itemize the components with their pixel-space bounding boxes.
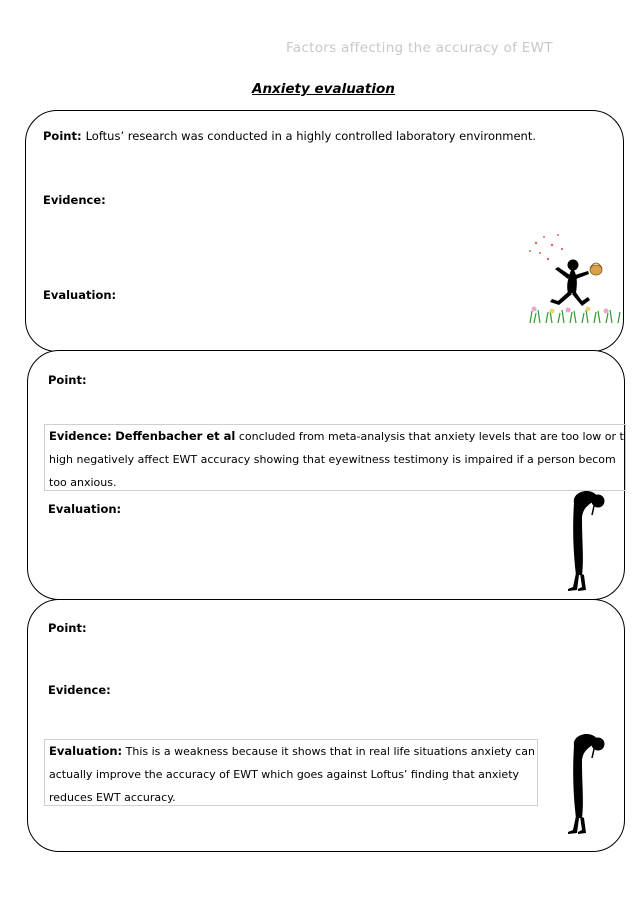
page-header: Factors affecting the accuracy of EWT — [286, 40, 553, 56]
evaluation-label: Evaluation: — [43, 288, 117, 302]
peel-box-1 — [25, 110, 624, 352]
evidence-label: Evidence: — [49, 429, 112, 443]
evidence-line-1 — [49, 425, 625, 448]
evaluation-text-3: reduces EWT accuracy. — [49, 791, 176, 804]
evidence-text-3: too anxious. — [49, 476, 117, 489]
evaluation-box — [44, 739, 538, 806]
evaluation-text-2: actually improve the accuracy of EWT which goes against Loftus’ finding that anxiety — [49, 768, 520, 781]
evaluation-label: Evaluation: — [48, 502, 122, 516]
peel-box-3 — [27, 599, 625, 852]
evidence-label: Evidence: — [43, 193, 106, 207]
evaluation-label: Evaluation: — [49, 744, 123, 758]
happy-running-figure-icon — [522, 231, 626, 327]
evaluation-text-1: This is a weakness because it shows that in real life situations anxiety can — [125, 745, 535, 758]
evaluation-line-1 — [49, 740, 537, 763]
point-label: Point: — [43, 129, 82, 143]
point-row — [43, 129, 536, 143]
point-label: Point: — [48, 621, 87, 635]
evidence-label: Evidence: — [48, 683, 111, 697]
point-text: Loftus’ research was conducted in a highly controlled laboratory environment. — [85, 129, 537, 143]
evidence-source: Deffenbacher et al — [115, 429, 236, 443]
sad-drooping-figure-icon — [564, 732, 614, 836]
page-title: Anxiety evaluation — [252, 81, 395, 97]
evidence-box — [44, 424, 626, 491]
evidence-text-2: high negatively affect EWT accuracy showing that eyewitness testimony is impaired if a person becom — [49, 453, 616, 466]
sad-drooping-figure-icon — [564, 489, 614, 593]
point-label: Point: — [48, 373, 87, 387]
peel-box-2 — [27, 350, 625, 600]
evidence-text-1: concluded from meta-analysis that anxiety levels that are too low or t — [238, 430, 624, 443]
